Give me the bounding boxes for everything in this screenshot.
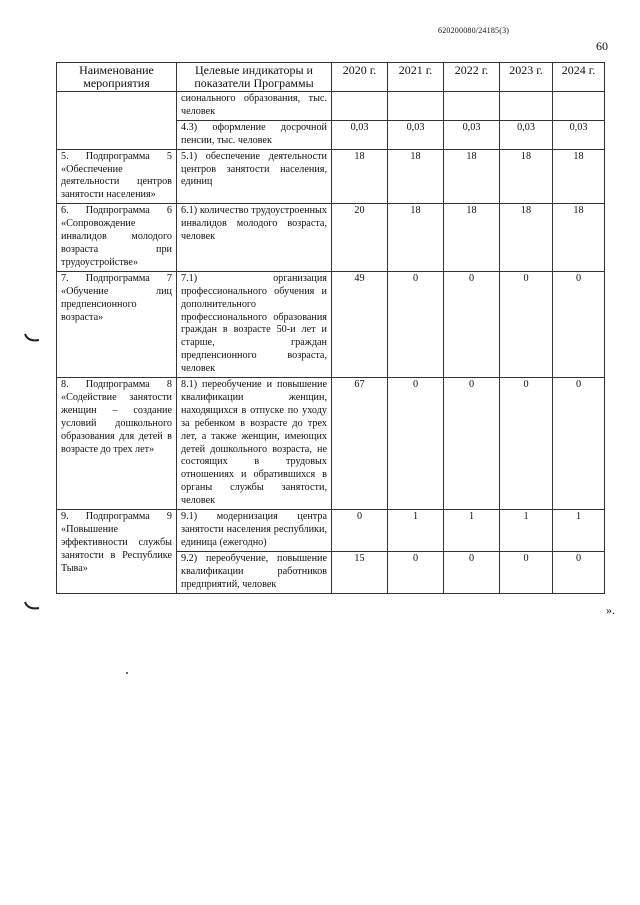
value-cell [500, 92, 553, 121]
activity-cell: 9. Подпрограмма 9 «Повышение эффективности службы занятости в Республике Тыва» [57, 510, 177, 593]
value-cell: 0 [500, 378, 553, 510]
closing-quote-mark: ». [606, 603, 615, 617]
value-cell: 1 [444, 510, 500, 552]
column-header-year: 2022 г. [444, 63, 500, 92]
value-cell [553, 92, 605, 121]
value-cell: 0 [553, 551, 605, 593]
table-row [57, 378, 605, 510]
value-cell: 0 [500, 551, 553, 593]
indicator-cell: 6.1) количество трудоустроенных инвалидов молодого возраста, человек [177, 204, 332, 272]
indicator-cell: 8.1) переобучение и повышение квалификации женщин, находящихся в отпуске по уходу за ребенком в возрасте до трех лет, а также женщин, имеющих детей дошкольного возраста, не состоящих в трудовых отношениях и обратившихся в органы службы занятости, человек [177, 378, 332, 510]
value-cell: 0 [500, 271, 553, 377]
value-cell: 18 [388, 149, 444, 204]
value-cell: 18 [500, 149, 553, 204]
indicator-cell: 9.2) переобучение, повышение квалификации работников предприятий, человек [177, 551, 332, 593]
value-cell: 18 [444, 149, 500, 204]
table-row [57, 204, 605, 272]
indicator-cell: сионального образования, тыс. человек [177, 92, 332, 121]
value-cell [332, 92, 388, 121]
column-header-year: 2024 г. [553, 63, 605, 92]
margin-bracket-icon [24, 333, 40, 343]
value-cell: 18 [553, 204, 605, 272]
indicator-cell: 4.3) оформление досрочной пенсии, тыс. человек [177, 120, 332, 149]
value-cell: 1 [500, 510, 553, 552]
value-cell: 0 [553, 271, 605, 377]
activity-cell: 6. Подпрограмма 6 «Сопровождение инвалидов молодого возраста при трудоустройстве» [57, 204, 177, 272]
value-cell: 0 [553, 378, 605, 510]
activity-cell: 7. Подпрограмма 7 «Обучение лиц предпенсионного возраста» [57, 271, 177, 377]
value-cell [444, 92, 500, 121]
value-cell: 0 [444, 378, 500, 510]
table-row [57, 271, 605, 377]
activity-cell: 5. Подпрограмма 5 «Обеспечение деятельности центров занятости населения» [57, 149, 177, 204]
value-cell: 18 [332, 149, 388, 204]
value-cell: 18 [444, 204, 500, 272]
value-cell: 0 [444, 271, 500, 377]
column-header-year: 2020 г. [332, 63, 388, 92]
value-cell: 18 [500, 204, 553, 272]
page-number: 60 [596, 39, 608, 53]
document-code: 620200080/24185(3) [438, 26, 510, 35]
value-cell: 0 [388, 378, 444, 510]
value-cell [388, 92, 444, 121]
value-cell: 1 [388, 510, 444, 552]
value-cell: 20 [332, 204, 388, 272]
value-cell: 18 [553, 149, 605, 204]
activity-cell: 8. Подпрограмма 8 «Содействие занятости женщин – создание условий дошкольного образования для детей в возрасте до трех лет» [57, 378, 177, 510]
value-cell: 0 [332, 510, 388, 552]
column-header-year: 2021 г. [388, 63, 444, 92]
column-header-indicator: Целевые индикаторы и показатели Программы [177, 63, 332, 92]
indicator-cell: 5.1) обеспечение деятельности центров занятости населения, единиц [177, 149, 332, 204]
value-cell: 0 [388, 551, 444, 593]
activity-cell [57, 92, 177, 150]
value-cell: 0 [444, 551, 500, 593]
column-header-year: 2023 г. [500, 63, 553, 92]
program-indicators-table [56, 62, 605, 594]
table-row [57, 510, 605, 552]
value-cell: 0,03 [553, 120, 605, 149]
value-cell: 0,03 [332, 120, 388, 149]
indicator-cell: 7.1) организация профессионального обучения и дополнительного профессионального образования граждан в возрасте 50-и лет и старше, граждан предпенсионного возраста, человек [177, 271, 332, 377]
table-header-row [57, 63, 605, 92]
value-cell: 15 [332, 551, 388, 593]
value-cell: 0,03 [444, 120, 500, 149]
value-cell: 0,03 [388, 120, 444, 149]
value-cell: 1 [553, 510, 605, 552]
stray-dot [126, 672, 128, 674]
value-cell: 49 [332, 271, 388, 377]
value-cell: 0,03 [500, 120, 553, 149]
value-cell: 18 [388, 204, 444, 272]
table-row [57, 149, 605, 204]
indicator-cell: 9.1) модернизация центра занятости населения республики, единица (ежегодно) [177, 510, 332, 552]
table-row [57, 92, 605, 121]
column-header-activity: Наименование мероприятия [57, 63, 177, 92]
margin-bracket-icon [24, 601, 40, 611]
value-cell: 0 [388, 271, 444, 377]
value-cell: 67 [332, 378, 388, 510]
